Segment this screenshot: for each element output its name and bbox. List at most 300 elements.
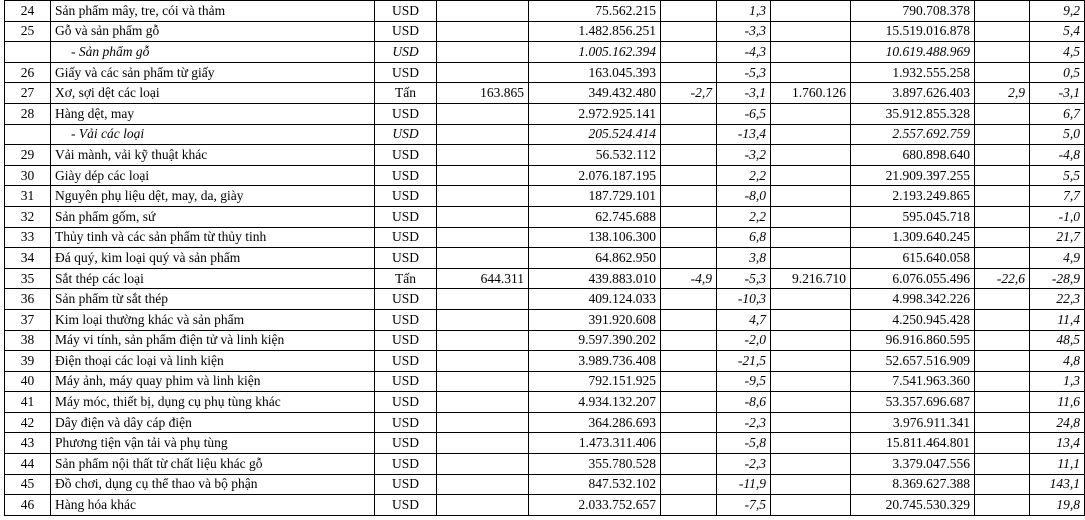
- cumulative-quantity: [771, 124, 851, 145]
- month-value: 439.883.010: [529, 268, 661, 289]
- cumulative-value-change-pct: 48,5: [1030, 330, 1085, 351]
- cumulative-value-change-pct: 5,4: [1030, 21, 1085, 42]
- month-value: 64.862.950: [529, 248, 661, 269]
- export-goods-table: [4, 0, 1085, 516]
- row-number: 39: [5, 351, 51, 372]
- month-value-change-pct: -2,0: [717, 330, 771, 351]
- table-row: [5, 289, 1085, 310]
- row-number: 38: [5, 330, 51, 351]
- item-name: Đá quý, kim loại quý và sản phẩm: [51, 248, 375, 269]
- item-name: - Vải các loại: [51, 124, 375, 145]
- month-quantity-change-pct: [661, 206, 717, 227]
- unit-cell: USD: [375, 206, 437, 227]
- month-quantity: [437, 1, 529, 22]
- cumulative-quantity-change-pct: [975, 309, 1030, 330]
- cumulative-quantity-change-pct: [975, 103, 1030, 124]
- month-value: 2.972.925.141: [529, 103, 661, 124]
- month-value-change-pct: -8,0: [717, 186, 771, 207]
- unit-cell: USD: [375, 145, 437, 166]
- month-value-change-pct: -6,5: [717, 103, 771, 124]
- month-value-change-pct: -7,5: [717, 495, 771, 516]
- unit-cell: USD: [375, 248, 437, 269]
- cumulative-value-change-pct: -28,9: [1030, 268, 1085, 289]
- month-value: 792.151.925: [529, 371, 661, 392]
- cumulative-quantity-change-pct: [975, 371, 1030, 392]
- cumulative-value-change-pct: -1,0: [1030, 206, 1085, 227]
- month-value-change-pct: -8,6: [717, 392, 771, 413]
- row-number: 27: [5, 83, 51, 104]
- table-row: [5, 309, 1085, 330]
- cumulative-value: 7.541.963.360: [851, 371, 975, 392]
- cumulative-value: 615.640.058: [851, 248, 975, 269]
- cumulative-quantity-change-pct: -22,6: [975, 268, 1030, 289]
- month-value: 75.562.215: [529, 1, 661, 22]
- item-name: Điện thoại các loại và linh kiện: [51, 351, 375, 372]
- month-quantity-change-pct: [661, 330, 717, 351]
- month-quantity: [437, 289, 529, 310]
- month-quantity-change-pct: [661, 227, 717, 248]
- table-row: [5, 186, 1085, 207]
- cumulative-quantity: [771, 103, 851, 124]
- month-value: 364.286.693: [529, 412, 661, 433]
- cumulative-quantity-change-pct: [975, 186, 1030, 207]
- cumulative-value-change-pct: 11,6: [1030, 392, 1085, 413]
- month-value: 2.076.187.195: [529, 165, 661, 186]
- cumulative-quantity: [771, 351, 851, 372]
- row-number: 25: [5, 21, 51, 42]
- month-quantity: [437, 474, 529, 495]
- month-value-change-pct: -5,3: [717, 268, 771, 289]
- cumulative-value-change-pct: 21,7: [1030, 227, 1085, 248]
- month-quantity-change-pct: [661, 433, 717, 454]
- cumulative-quantity-change-pct: [975, 495, 1030, 516]
- table-row: [5, 21, 1085, 42]
- table-subrow: [5, 124, 1085, 145]
- month-quantity: [437, 227, 529, 248]
- cumulative-quantity: [771, 165, 851, 186]
- month-value-change-pct: -4,3: [717, 42, 771, 63]
- unit-cell: USD: [375, 1, 437, 22]
- month-quantity: [437, 248, 529, 269]
- table-subrow: [5, 42, 1085, 63]
- month-value: 1.473.311.406: [529, 433, 661, 454]
- cumulative-value-change-pct: -4,8: [1030, 145, 1085, 166]
- row-number: 41: [5, 392, 51, 413]
- cumulative-quantity: 1.760.126: [771, 83, 851, 104]
- item-name: Nguyên phụ liệu dệt, may, da, giày: [51, 186, 375, 207]
- table-row: [5, 412, 1085, 433]
- month-value: 138.106.300: [529, 227, 661, 248]
- month-value: 4.934.132.207: [529, 392, 661, 413]
- month-value-change-pct: 6,8: [717, 227, 771, 248]
- month-quantity: [437, 495, 529, 516]
- item-name: Hàng dệt, may: [51, 103, 375, 124]
- month-quantity: [437, 412, 529, 433]
- month-quantity-change-pct: [661, 145, 717, 166]
- cumulative-quantity-change-pct: [975, 62, 1030, 83]
- cumulative-quantity: [771, 433, 851, 454]
- cumulative-quantity-change-pct: 2,9: [975, 83, 1030, 104]
- month-value: 205.524.414: [529, 124, 661, 145]
- month-quantity-change-pct: -2,7: [661, 83, 717, 104]
- month-value-change-pct: 4,7: [717, 309, 771, 330]
- month-value-change-pct: 1,3: [717, 1, 771, 22]
- unit-cell: USD: [375, 124, 437, 145]
- month-value-change-pct: -10,3: [717, 289, 771, 310]
- row-number: [5, 124, 51, 145]
- unit-cell: USD: [375, 330, 437, 351]
- month-value-change-pct: -9,5: [717, 371, 771, 392]
- table-row: [5, 474, 1085, 495]
- month-quantity: [437, 124, 529, 145]
- row-number: 40: [5, 371, 51, 392]
- cumulative-value-change-pct: 5,5: [1030, 165, 1085, 186]
- cumulative-quantity: [771, 1, 851, 22]
- item-name: Giấy và các sản phẩm từ giấy: [51, 62, 375, 83]
- month-value-change-pct: -3,3: [717, 21, 771, 42]
- unit-cell: USD: [375, 392, 437, 413]
- cumulative-quantity-change-pct: [975, 433, 1030, 454]
- cumulative-quantity: [771, 495, 851, 516]
- unit-cell: USD: [375, 371, 437, 392]
- month-quantity: [437, 206, 529, 227]
- unit-cell: USD: [375, 186, 437, 207]
- row-number: 46: [5, 495, 51, 516]
- item-name: Sản phẩm mây, tre, cói và thảm: [51, 1, 375, 22]
- cumulative-quantity-change-pct: [975, 206, 1030, 227]
- row-number: 36: [5, 289, 51, 310]
- table-row: [5, 268, 1085, 289]
- month-quantity-change-pct: [661, 474, 717, 495]
- month-quantity: [437, 392, 529, 413]
- cumulative-value: 96.916.860.595: [851, 330, 975, 351]
- month-quantity-change-pct: [661, 62, 717, 83]
- month-value-change-pct: 2,2: [717, 206, 771, 227]
- cumulative-value: 3.976.911.341: [851, 412, 975, 433]
- month-quantity-change-pct: [661, 103, 717, 124]
- table-row: [5, 83, 1085, 104]
- row-number: 42: [5, 412, 51, 433]
- month-value: 1.482.856.251: [529, 21, 661, 42]
- month-value-change-pct: -2,3: [717, 454, 771, 475]
- cumulative-value-change-pct: 4,8: [1030, 351, 1085, 372]
- month-quantity: [437, 309, 529, 330]
- cumulative-value: 6.076.055.496: [851, 268, 975, 289]
- item-name: Dây điện và dây cáp điện: [51, 412, 375, 433]
- row-number: 44: [5, 454, 51, 475]
- cumulative-value: 1.932.555.258: [851, 62, 975, 83]
- cumulative-value: 52.657.516.909: [851, 351, 975, 372]
- item-name: Đồ chơi, dụng cụ thể thao và bộ phận: [51, 474, 375, 495]
- month-value: 9.597.390.202: [529, 330, 661, 351]
- unit-cell: USD: [375, 309, 437, 330]
- table-row: [5, 103, 1085, 124]
- month-quantity-change-pct: [661, 289, 717, 310]
- cumulative-value-change-pct: -3,1: [1030, 83, 1085, 104]
- cumulative-value: 8.369.627.388: [851, 474, 975, 495]
- cumulative-value: 53.357.696.687: [851, 392, 975, 413]
- table-row: [5, 433, 1085, 454]
- row-number: 24: [5, 1, 51, 22]
- month-quantity: [437, 371, 529, 392]
- month-quantity: [437, 165, 529, 186]
- cumulative-quantity-change-pct: [975, 227, 1030, 248]
- month-quantity-change-pct: [661, 248, 717, 269]
- month-value-change-pct: -2,3: [717, 412, 771, 433]
- cumulative-value: 15.519.016.878: [851, 21, 975, 42]
- cumulative-value-change-pct: 11,1: [1030, 454, 1085, 475]
- cumulative-quantity: [771, 289, 851, 310]
- cumulative-value: 595.045.718: [851, 206, 975, 227]
- unit-cell: USD: [375, 351, 437, 372]
- month-quantity-change-pct: [661, 165, 717, 186]
- month-quantity: [437, 454, 529, 475]
- unit-cell: USD: [375, 103, 437, 124]
- month-value-change-pct: -13,4: [717, 124, 771, 145]
- cumulative-quantity: [771, 206, 851, 227]
- table-body: [5, 1, 1085, 516]
- row-number: 29: [5, 145, 51, 166]
- item-name: Máy ảnh, máy quay phim và linh kiện: [51, 371, 375, 392]
- table-row: [5, 351, 1085, 372]
- cumulative-value-change-pct: 11,4: [1030, 309, 1085, 330]
- table-row: [5, 165, 1085, 186]
- month-quantity: [437, 21, 529, 42]
- month-value-change-pct: -5,8: [717, 433, 771, 454]
- cumulative-quantity-change-pct: [975, 42, 1030, 63]
- item-name: Thủy tinh và các sản phẩm từ thủy tinh: [51, 227, 375, 248]
- item-name: Sắt thép các loại: [51, 268, 375, 289]
- month-value: 391.920.608: [529, 309, 661, 330]
- month-value: 1.005.162.394: [529, 42, 661, 63]
- month-value: 56.532.112: [529, 145, 661, 166]
- row-number: 28: [5, 103, 51, 124]
- cumulative-quantity-change-pct: [975, 454, 1030, 475]
- month-value-change-pct: -11,9: [717, 474, 771, 495]
- row-number: 33: [5, 227, 51, 248]
- unit-cell: Tấn: [375, 268, 437, 289]
- cumulative-quantity: [771, 454, 851, 475]
- month-quantity-change-pct: [661, 1, 717, 22]
- table-row: [5, 248, 1085, 269]
- row-number: 35: [5, 268, 51, 289]
- month-quantity-change-pct: [661, 412, 717, 433]
- table-row: [5, 206, 1085, 227]
- item-name: Vải mành, vải kỹ thuật khác: [51, 145, 375, 166]
- table-row: [5, 62, 1085, 83]
- month-value-change-pct: 3,8: [717, 248, 771, 269]
- row-number: 34: [5, 248, 51, 269]
- item-name: Sản phẩm nội thất từ chất liệu khác gỗ: [51, 454, 375, 475]
- cumulative-value-change-pct: 1,3: [1030, 371, 1085, 392]
- month-value: 3.989.736.408: [529, 351, 661, 372]
- row-number: 45: [5, 474, 51, 495]
- month-value: 2.033.752.657: [529, 495, 661, 516]
- cumulative-quantity-change-pct: [975, 289, 1030, 310]
- row-number: 43: [5, 433, 51, 454]
- cumulative-value: 790.708.378: [851, 1, 975, 22]
- unit-cell: USD: [375, 433, 437, 454]
- unit-cell: USD: [375, 454, 437, 475]
- cumulative-value: 2.557.692.759: [851, 124, 975, 145]
- cumulative-value: 35.912.855.328: [851, 103, 975, 124]
- cumulative-value: 2.193.249.865: [851, 186, 975, 207]
- cumulative-value: 1.309.640.245: [851, 227, 975, 248]
- month-quantity: [437, 103, 529, 124]
- item-name: Sản phẩm từ sắt thép: [51, 289, 375, 310]
- month-quantity-change-pct: [661, 186, 717, 207]
- cumulative-value: 10.619.488.969: [851, 42, 975, 63]
- cumulative-value-change-pct: 13,4: [1030, 433, 1085, 454]
- month-value: 349.432.480: [529, 83, 661, 104]
- unit-cell: Tấn: [375, 83, 437, 104]
- cumulative-quantity: 9.216.710: [771, 268, 851, 289]
- cumulative-quantity: [771, 21, 851, 42]
- month-quantity-change-pct: [661, 495, 717, 516]
- cumulative-value: 4.250.945.428: [851, 309, 975, 330]
- item-name: Sản phẩm gốm, sứ: [51, 206, 375, 227]
- item-name: Hàng hóa khác: [51, 495, 375, 516]
- cumulative-quantity-change-pct: [975, 351, 1030, 372]
- cumulative-quantity-change-pct: [975, 21, 1030, 42]
- month-value: 187.729.101: [529, 186, 661, 207]
- cumulative-quantity: [771, 62, 851, 83]
- cumulative-value: 4.998.342.226: [851, 289, 975, 310]
- cumulative-quantity-change-pct: [975, 165, 1030, 186]
- unit-cell: USD: [375, 474, 437, 495]
- item-name: Phương tiện vận tải và phụ tùng: [51, 433, 375, 454]
- cumulative-value-change-pct: 4,9: [1030, 248, 1085, 269]
- table-row: [5, 145, 1085, 166]
- cumulative-quantity-change-pct: [975, 248, 1030, 269]
- cumulative-quantity-change-pct: [975, 124, 1030, 145]
- table-row: [5, 495, 1085, 516]
- row-number: 30: [5, 165, 51, 186]
- item-name: - Sản phẩm gỗ: [51, 42, 375, 63]
- cumulative-value-change-pct: 0,5: [1030, 62, 1085, 83]
- month-quantity: [437, 330, 529, 351]
- unit-cell: USD: [375, 165, 437, 186]
- month-quantity-change-pct: [661, 351, 717, 372]
- month-value-change-pct: -3,1: [717, 83, 771, 104]
- cumulative-quantity-change-pct: [975, 1, 1030, 22]
- month-value-change-pct: 2,2: [717, 165, 771, 186]
- table-row: [5, 330, 1085, 351]
- month-value: 163.045.393: [529, 62, 661, 83]
- month-quantity: [437, 145, 529, 166]
- cumulative-value: 15.811.464.801: [851, 433, 975, 454]
- cumulative-value-change-pct: 143,1: [1030, 474, 1085, 495]
- month-quantity: 644.311: [437, 268, 529, 289]
- item-name: Gỗ và sản phẩm gỗ: [51, 21, 375, 42]
- month-quantity: [437, 42, 529, 63]
- month-quantity: [437, 351, 529, 372]
- item-name: Máy vi tính, sản phẩm điện tử và linh kiện: [51, 330, 375, 351]
- month-quantity: [437, 433, 529, 454]
- cumulative-quantity: [771, 145, 851, 166]
- cumulative-quantity: [771, 248, 851, 269]
- cumulative-quantity: [771, 392, 851, 413]
- cumulative-value: 21.909.397.255: [851, 165, 975, 186]
- cumulative-value: 20.745.530.329: [851, 495, 975, 516]
- table-row: [5, 454, 1085, 475]
- table-row: [5, 227, 1085, 248]
- unit-cell: USD: [375, 412, 437, 433]
- month-value-change-pct: -21,5: [717, 351, 771, 372]
- month-quantity-change-pct: -4,9: [661, 268, 717, 289]
- month-quantity: [437, 186, 529, 207]
- month-quantity-change-pct: [661, 392, 717, 413]
- cumulative-quantity: [771, 186, 851, 207]
- row-number: 31: [5, 186, 51, 207]
- table-row: [5, 392, 1085, 413]
- cumulative-quantity-change-pct: [975, 145, 1030, 166]
- month-value: 355.780.528: [529, 454, 661, 475]
- month-quantity-change-pct: [661, 371, 717, 392]
- row-number: 37: [5, 309, 51, 330]
- unit-cell: USD: [375, 62, 437, 83]
- cumulative-value-change-pct: 5,0: [1030, 124, 1085, 145]
- row-number: 26: [5, 62, 51, 83]
- month-value: 409.124.033: [529, 289, 661, 310]
- unit-cell: USD: [375, 495, 437, 516]
- item-name: Giày dép các loại: [51, 165, 375, 186]
- cumulative-quantity-change-pct: [975, 412, 1030, 433]
- unit-cell: USD: [375, 42, 437, 63]
- cumulative-quantity-change-pct: [975, 392, 1030, 413]
- cumulative-quantity: [771, 474, 851, 495]
- unit-cell: USD: [375, 21, 437, 42]
- cumulative-quantity: [771, 330, 851, 351]
- unit-cell: USD: [375, 227, 437, 248]
- month-value: 62.745.688: [529, 206, 661, 227]
- cumulative-quantity: [771, 227, 851, 248]
- month-quantity-change-pct: [661, 42, 717, 63]
- month-value-change-pct: -5,3: [717, 62, 771, 83]
- month-value-change-pct: -3,2: [717, 145, 771, 166]
- unit-cell: USD: [375, 289, 437, 310]
- cumulative-value: 680.898.640: [851, 145, 975, 166]
- item-name: Kim loại thường khác và sản phẩm: [51, 309, 375, 330]
- table-row: [5, 1, 1085, 22]
- month-quantity-change-pct: [661, 454, 717, 475]
- item-name: Xơ, sợi dệt các loại: [51, 83, 375, 104]
- cumulative-value-change-pct: 19,8: [1030, 495, 1085, 516]
- cumulative-quantity-change-pct: [975, 330, 1030, 351]
- month-quantity: [437, 62, 529, 83]
- cumulative-value-change-pct: 4,5: [1030, 42, 1085, 63]
- month-quantity-change-pct: [661, 124, 717, 145]
- cumulative-quantity: [771, 309, 851, 330]
- cumulative-value-change-pct: 7,7: [1030, 186, 1085, 207]
- cumulative-value-change-pct: 9,2: [1030, 1, 1085, 22]
- cumulative-value-change-pct: 22,3: [1030, 289, 1085, 310]
- cumulative-quantity: [771, 371, 851, 392]
- item-name: Máy móc, thiết bị, dụng cụ phụ tùng khác: [51, 392, 375, 413]
- table-row: [5, 371, 1085, 392]
- month-value: 847.532.102: [529, 474, 661, 495]
- cumulative-quantity: [771, 42, 851, 63]
- month-quantity-change-pct: [661, 21, 717, 42]
- month-quantity-change-pct: [661, 309, 717, 330]
- cumulative-quantity: [771, 412, 851, 433]
- month-quantity: 163.865: [437, 83, 529, 104]
- cumulative-value: 3.897.626.403: [851, 83, 975, 104]
- cumulative-quantity-change-pct: [975, 474, 1030, 495]
- cumulative-value-change-pct: 24,8: [1030, 412, 1085, 433]
- cumulative-value: 3.379.047.556: [851, 454, 975, 475]
- row-number: [5, 42, 51, 63]
